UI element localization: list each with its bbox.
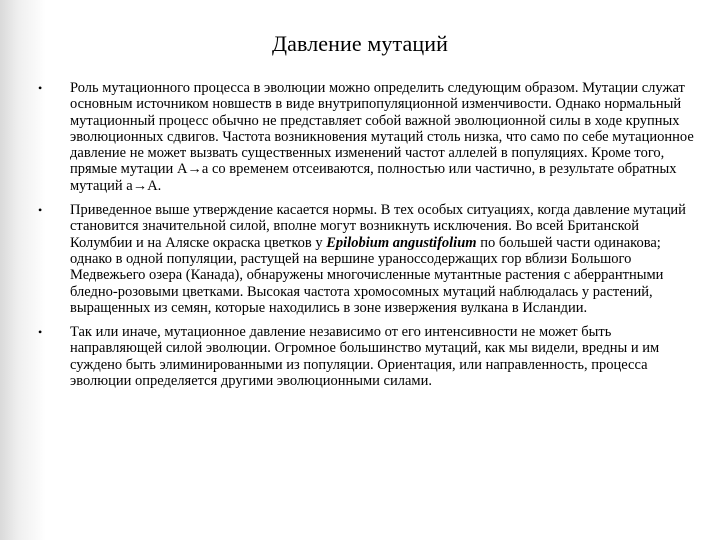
paragraph-text-end: по большей части одинакова; однако в одной популяции, растущей на вершине уранoccoдержащих гор вблизи Большого Медвежьего озера (Канада), обнаружены многочисленные мутантные растения с аберрантными бледно-розовыми цветками. Высокая частота хромосомных мутаций наблюдалась у растений, выращенных из семян, которые находились в зоне извержения вулкана в Исландии. <box>70 234 664 316</box>
bullet-marker: • <box>38 203 43 218</box>
slide-title: Давление мутаций <box>272 31 448 56</box>
species-name: Epilobium angustifolium <box>326 234 477 251</box>
paragraph-text: Роль мутационного процесса в эволюции можно определить следующим образом. Мутации служат основным источником новшеств в виде внутрипопуляционной изменчивости. Однако нормальный мутационный процесс обычно не представляет собой важной эволюционной силы в ходе крупных эволюционных сдвигов. Частота возникновения мутаций столь низка, что само по себе мутационное давление не может вызвать существенных изменений частот аллелей в популяциях. Кроме того, прямые мутации А→а со временем отсеиваются, полностью или частично, в результате обратных мутаций а→А. <box>70 80 694 194</box>
bullet-item-1 <box>34 80 694 194</box>
bullet-marker: • <box>38 81 43 95</box>
paragraph-text: Так или иначе, мутационное давление независимо от его интенсивности не может быть направляющей силой эволюции. Огромное большинство мутаций, как мы видели, вредны и им суждено быть элиминированными из популяции. Ориентация, или направленность, процесса эволюции определяется другими эволюционными силами. <box>70 324 660 390</box>
bullet-marker: • <box>38 325 43 340</box>
bullet-list <box>34 80 694 397</box>
bullet-item-3 <box>34 324 694 389</box>
paragraph-text-start: Приведенное выше утверждение касается нормы. В тех особых ситуациях, когда давление мутаций становится значительной силой, вполне могут возникнуть исключения. Во всей Британской Колумбии и на Аляске окраска цветков у <box>70 202 686 251</box>
bullet-item-2 <box>34 202 694 316</box>
